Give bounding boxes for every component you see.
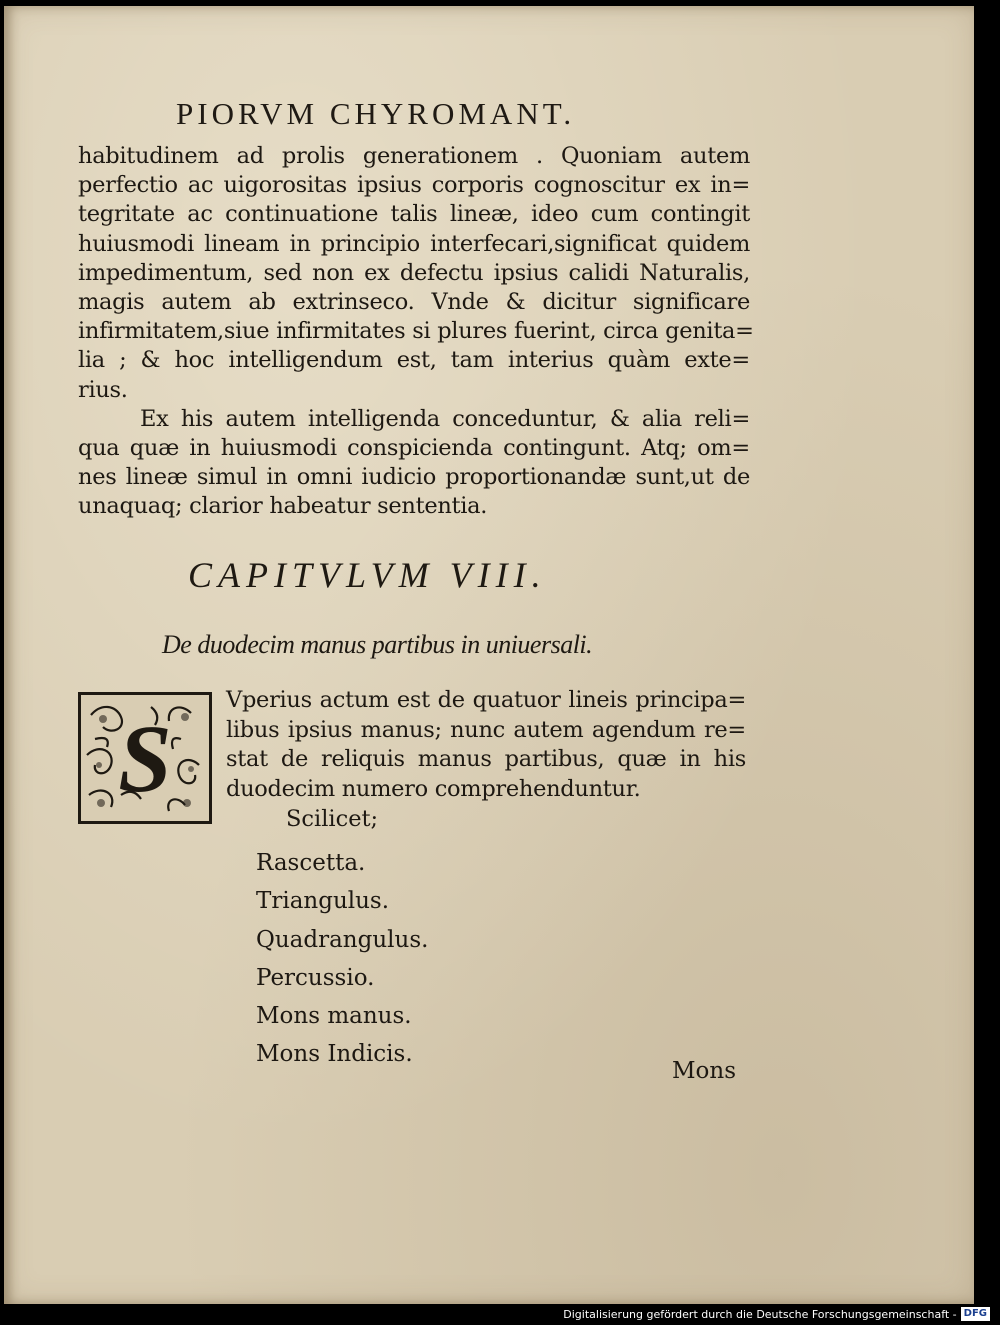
body-text [78, 142, 754, 522]
body-line: habitudinem ad prolis generationem . Quoniam autem [78, 143, 750, 169]
scilicet-label: Scilicet; [286, 806, 379, 832]
list-item: Quadrangulus. [256, 926, 429, 953]
decorated-initial-ornament [81, 695, 209, 821]
body-line: nes lineæ simul in omni iudicio proportionandæ sunt,ut de [78, 464, 750, 491]
initial-line: duodecim numero comprehenduntur. [226, 775, 641, 802]
dfg-logo: DFG [961, 1307, 990, 1321]
list-item: Mons Indicis. [256, 1041, 413, 1068]
body-line: huiusmodi lineam in principio interfecari,significat quidem [78, 230, 750, 257]
catchword: Mons [672, 1058, 737, 1084]
body-line: magis autem ab extrinseco. Vnde & dicitur significare [78, 289, 750, 316]
initial-line: libus ipsius manus; nunc autem agendum re= [226, 716, 746, 743]
initial-line: stat de reliquis manus partibus, quæ in his [226, 746, 746, 772]
list-item: Triangulus. [256, 888, 390, 915]
initial-paragraph [226, 686, 746, 804]
chapter-title: CAPITVLVM VIII. [188, 555, 547, 595]
list-item: Percussio. [256, 964, 375, 991]
footer-text: Digitalisierung gefördert durch die Deutsche Forschungsgemeinschaft - [563, 1307, 957, 1321]
decorated-initial [78, 692, 212, 824]
body-line: impedimentum, sed non ex defectu ipsius calidi Naturalis, [78, 259, 750, 286]
body-line: rius. [78, 376, 128, 403]
body-line: infirmitatem,siue infirmitates si plures fuerint, circa genita= [78, 318, 754, 345]
funding-footer [563, 1307, 990, 1321]
book-page [4, 6, 974, 1304]
chapter-subtitle: De duodecim manus partibus in uniuersali. [162, 630, 593, 659]
list-item: Mons manus. [256, 1003, 412, 1030]
body-line: lia ; & hoc intelligendum est, tam interius quàm exte= [78, 347, 750, 374]
body-line: unaquaq; clarior habeatur sententia. [78, 493, 488, 520]
running-head: PIORVM CHYROMANT. [176, 96, 576, 131]
body-line: tegritate ac continuatione talis lineæ, ideo cum contingit [78, 201, 750, 228]
body-line: qua quæ in huiusmodi conspicienda contingunt. Atq; om= [78, 435, 750, 462]
body-line: Ex his autem intelligenda conceduntur, & alia reli= [140, 405, 750, 432]
initial-line: Vperius actum est de quatuor lineis principa= [226, 687, 746, 713]
initial-letter: S [118, 705, 172, 812]
list-item: Rascetta. [256, 850, 366, 876]
body-line: perfectio ac uigorositas ipsius corporis cognoscitur ex in= [78, 172, 750, 199]
hand-parts-list [256, 844, 428, 1074]
